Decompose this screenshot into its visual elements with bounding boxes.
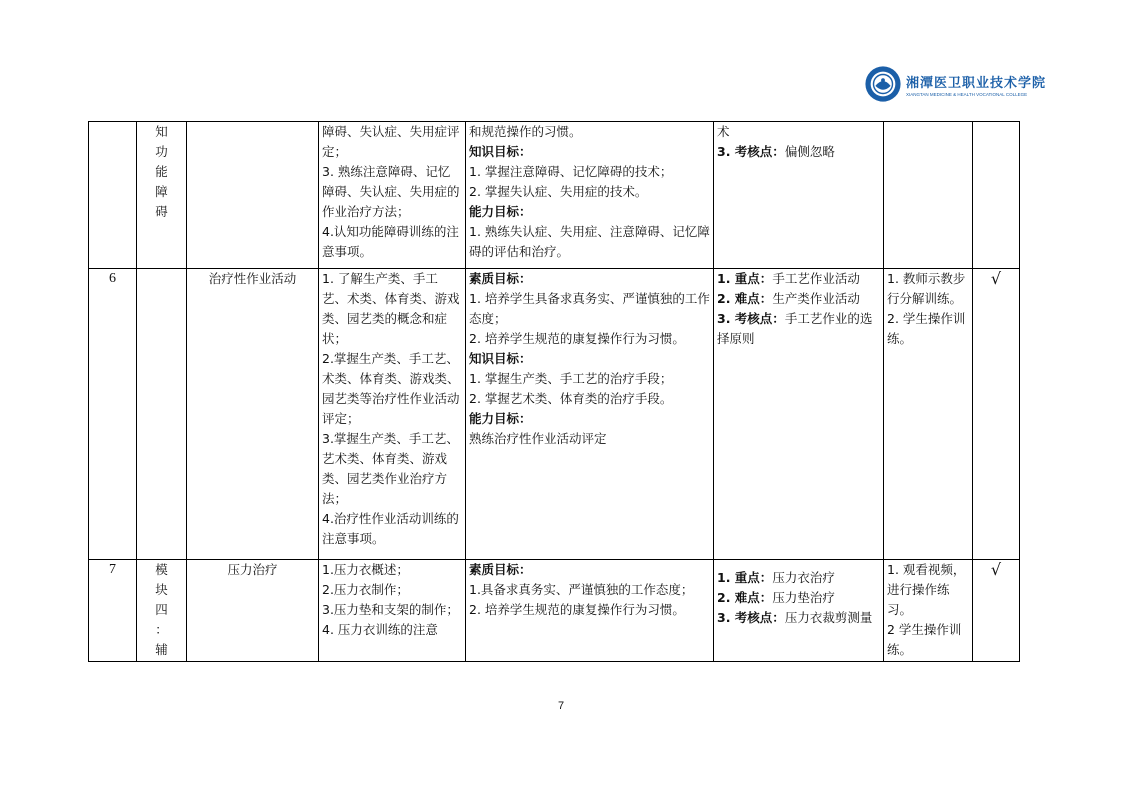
content-line: 2.压力衣制作；	[322, 582, 409, 597]
module-char: ：	[155, 622, 168, 637]
module-char: 碍	[155, 204, 168, 219]
objective-line: 1. 掌握注意障碍、记忆障碍的技术；	[469, 164, 673, 179]
module-char: 模	[155, 562, 168, 577]
module-char: 辅	[155, 642, 168, 657]
seq-number: 7	[89, 560, 137, 662]
keypoint-label: 3. 考核点：	[717, 610, 785, 625]
objective-line: 1. 掌握生产类、手工艺的治疗手段；	[469, 371, 673, 386]
content-line: 1.压力衣概述；	[322, 562, 409, 577]
project-name-cell	[187, 122, 319, 269]
objectives-cell	[466, 269, 714, 560]
table-row	[89, 560, 1020, 662]
objective-line: 2. 掌握失认症、失用症的技术。	[469, 184, 648, 199]
module-cell	[137, 560, 187, 662]
seq-number: 6	[89, 269, 137, 560]
keypoint-value: 生产类作业活动	[772, 291, 860, 306]
objective-line: 2. 培养学生规范的康复操作行为习惯。	[469, 331, 685, 346]
check-cell	[973, 122, 1020, 269]
curriculum-table	[88, 121, 1020, 662]
keypoint-line	[717, 608, 880, 628]
content-cell	[319, 560, 466, 662]
keypoint-value: 手工艺作业的选择原则	[717, 311, 873, 346]
knowledge-heading: 知识目标：	[469, 144, 532, 159]
keypoint-line	[717, 309, 880, 349]
content-cell	[319, 122, 466, 269]
keypoint-value: 压力衣裁剪测量	[784, 610, 873, 625]
quality-heading: 素质目标：	[469, 562, 532, 577]
method-line: 2. 学生操作训练。	[887, 311, 966, 346]
keypoint-label: 2. 难点：	[717, 590, 773, 605]
check-mark: √	[973, 269, 1020, 560]
content-line: 4. 压力衣训练的注意	[322, 622, 438, 637]
college-seal-icon	[864, 65, 902, 103]
seq-cell	[89, 122, 137, 269]
keypoint-value: 压力衣治疗	[772, 570, 835, 585]
method-cell	[884, 269, 973, 560]
method-line: 1. 观看视频，进行操作练习。	[887, 562, 966, 617]
keypoint-line	[717, 289, 880, 309]
keypoint-value: 手工艺作业活动	[772, 271, 860, 286]
keypoint-line	[717, 269, 880, 289]
project-name: 压力治疗	[187, 560, 319, 662]
check-mark: √	[973, 560, 1020, 662]
keypoint-value: 偏侧忽略	[784, 144, 835, 159]
module-char: 障	[155, 184, 168, 199]
knowledge-heading: 知识目标：	[469, 351, 532, 366]
objective-line: 1. 熟练失认症、失用症、注意障碍、记忆障碍的评估和治疗。	[469, 224, 710, 259]
module-char: 知	[155, 124, 168, 139]
content-line: 3.压力垫和支架的制作；	[322, 602, 459, 617]
module-char: 四	[155, 602, 168, 617]
content-line: 2.掌握生产类、手工艺、术类、体育类、游戏类、园艺类等治疗性作业活动评定；	[322, 351, 460, 426]
content-cell	[319, 269, 466, 560]
module-char: 能	[155, 164, 168, 179]
keypoint-label: 3. 考核点：	[717, 144, 785, 159]
keypoint-line	[717, 142, 880, 162]
keypoints-cell	[714, 560, 884, 662]
objectives-cell	[466, 122, 714, 269]
keypoints-cell	[714, 122, 884, 269]
method-line: 2 学生操作训练。	[887, 622, 962, 657]
objective-line: 1. 培养学生具备求真务实、严谨慎独的工作态度；	[469, 291, 710, 326]
objective-line: 2. 掌握艺术类、体育类的治疗手段。	[469, 391, 673, 406]
keypoint-value: 压力垫治疗	[772, 590, 835, 605]
page-number: 7	[557, 700, 565, 712]
quality-heading: 素质目标：	[469, 271, 532, 286]
objective-line: 1.具备求真务实、严谨慎独的工作态度；	[469, 582, 694, 597]
table-row	[89, 122, 1020, 269]
table-row	[89, 269, 1020, 560]
keypoint-line	[717, 588, 880, 608]
content-line: 4.认知功能障碍训练的注意事项。	[322, 224, 459, 259]
college-name-en: XIANGTAN MEDICINE & HEALTH VOCATIONAL COLLEGE	[906, 91, 1028, 97]
keypoint-line: 术	[717, 124, 730, 139]
content-line: 1. 了解生产类、手工艺、术类、体育类、游戏类、园艺类的概念和症状；	[322, 271, 460, 346]
method-cell	[884, 122, 973, 269]
keypoint-line	[717, 568, 880, 588]
method-line: 1. 教师示教步行分解训练。	[887, 271, 966, 306]
keypoint-label: 1. 重点：	[717, 271, 773, 286]
module-char: 块	[155, 582, 168, 597]
module-char: 功	[155, 144, 168, 159]
content-line: 4.治疗性作业活动训练的注意事项。	[322, 511, 459, 546]
keypoint-label: 3. 考核点：	[717, 311, 785, 326]
content-line: 障碍、失认症、失用症评定；	[322, 124, 460, 159]
module-cell	[137, 122, 187, 269]
objective-line: 2. 培养学生规范的康复操作行为习惯。	[469, 602, 685, 617]
objective-line: 和规范操作的习惯。	[469, 124, 582, 139]
content-line: 3. 熟练注意障碍、记忆障碍、失认症、失用症的作业治疗方法；	[322, 164, 460, 219]
college-logo	[864, 64, 1047, 104]
objective-line: 熟练治疗性作业活动评定	[469, 431, 607, 446]
project-name: 治疗性作业活动	[187, 269, 319, 560]
ability-heading: 能力目标：	[469, 204, 532, 219]
keypoints-cell	[714, 269, 884, 560]
college-name-cn: 湘潭医卫职业技术学院	[906, 75, 1047, 91]
keypoint-label: 1. 重点：	[717, 570, 773, 585]
module-cell	[137, 269, 187, 560]
objectives-cell	[466, 560, 714, 662]
keypoint-label: 2. 难点：	[717, 291, 773, 306]
method-cell	[884, 560, 973, 662]
ability-heading: 能力目标：	[469, 411, 532, 426]
content-line: 3.掌握生产类、手工艺、艺术类、体育类、游戏类、园艺类作业治疗方法；	[322, 431, 459, 506]
